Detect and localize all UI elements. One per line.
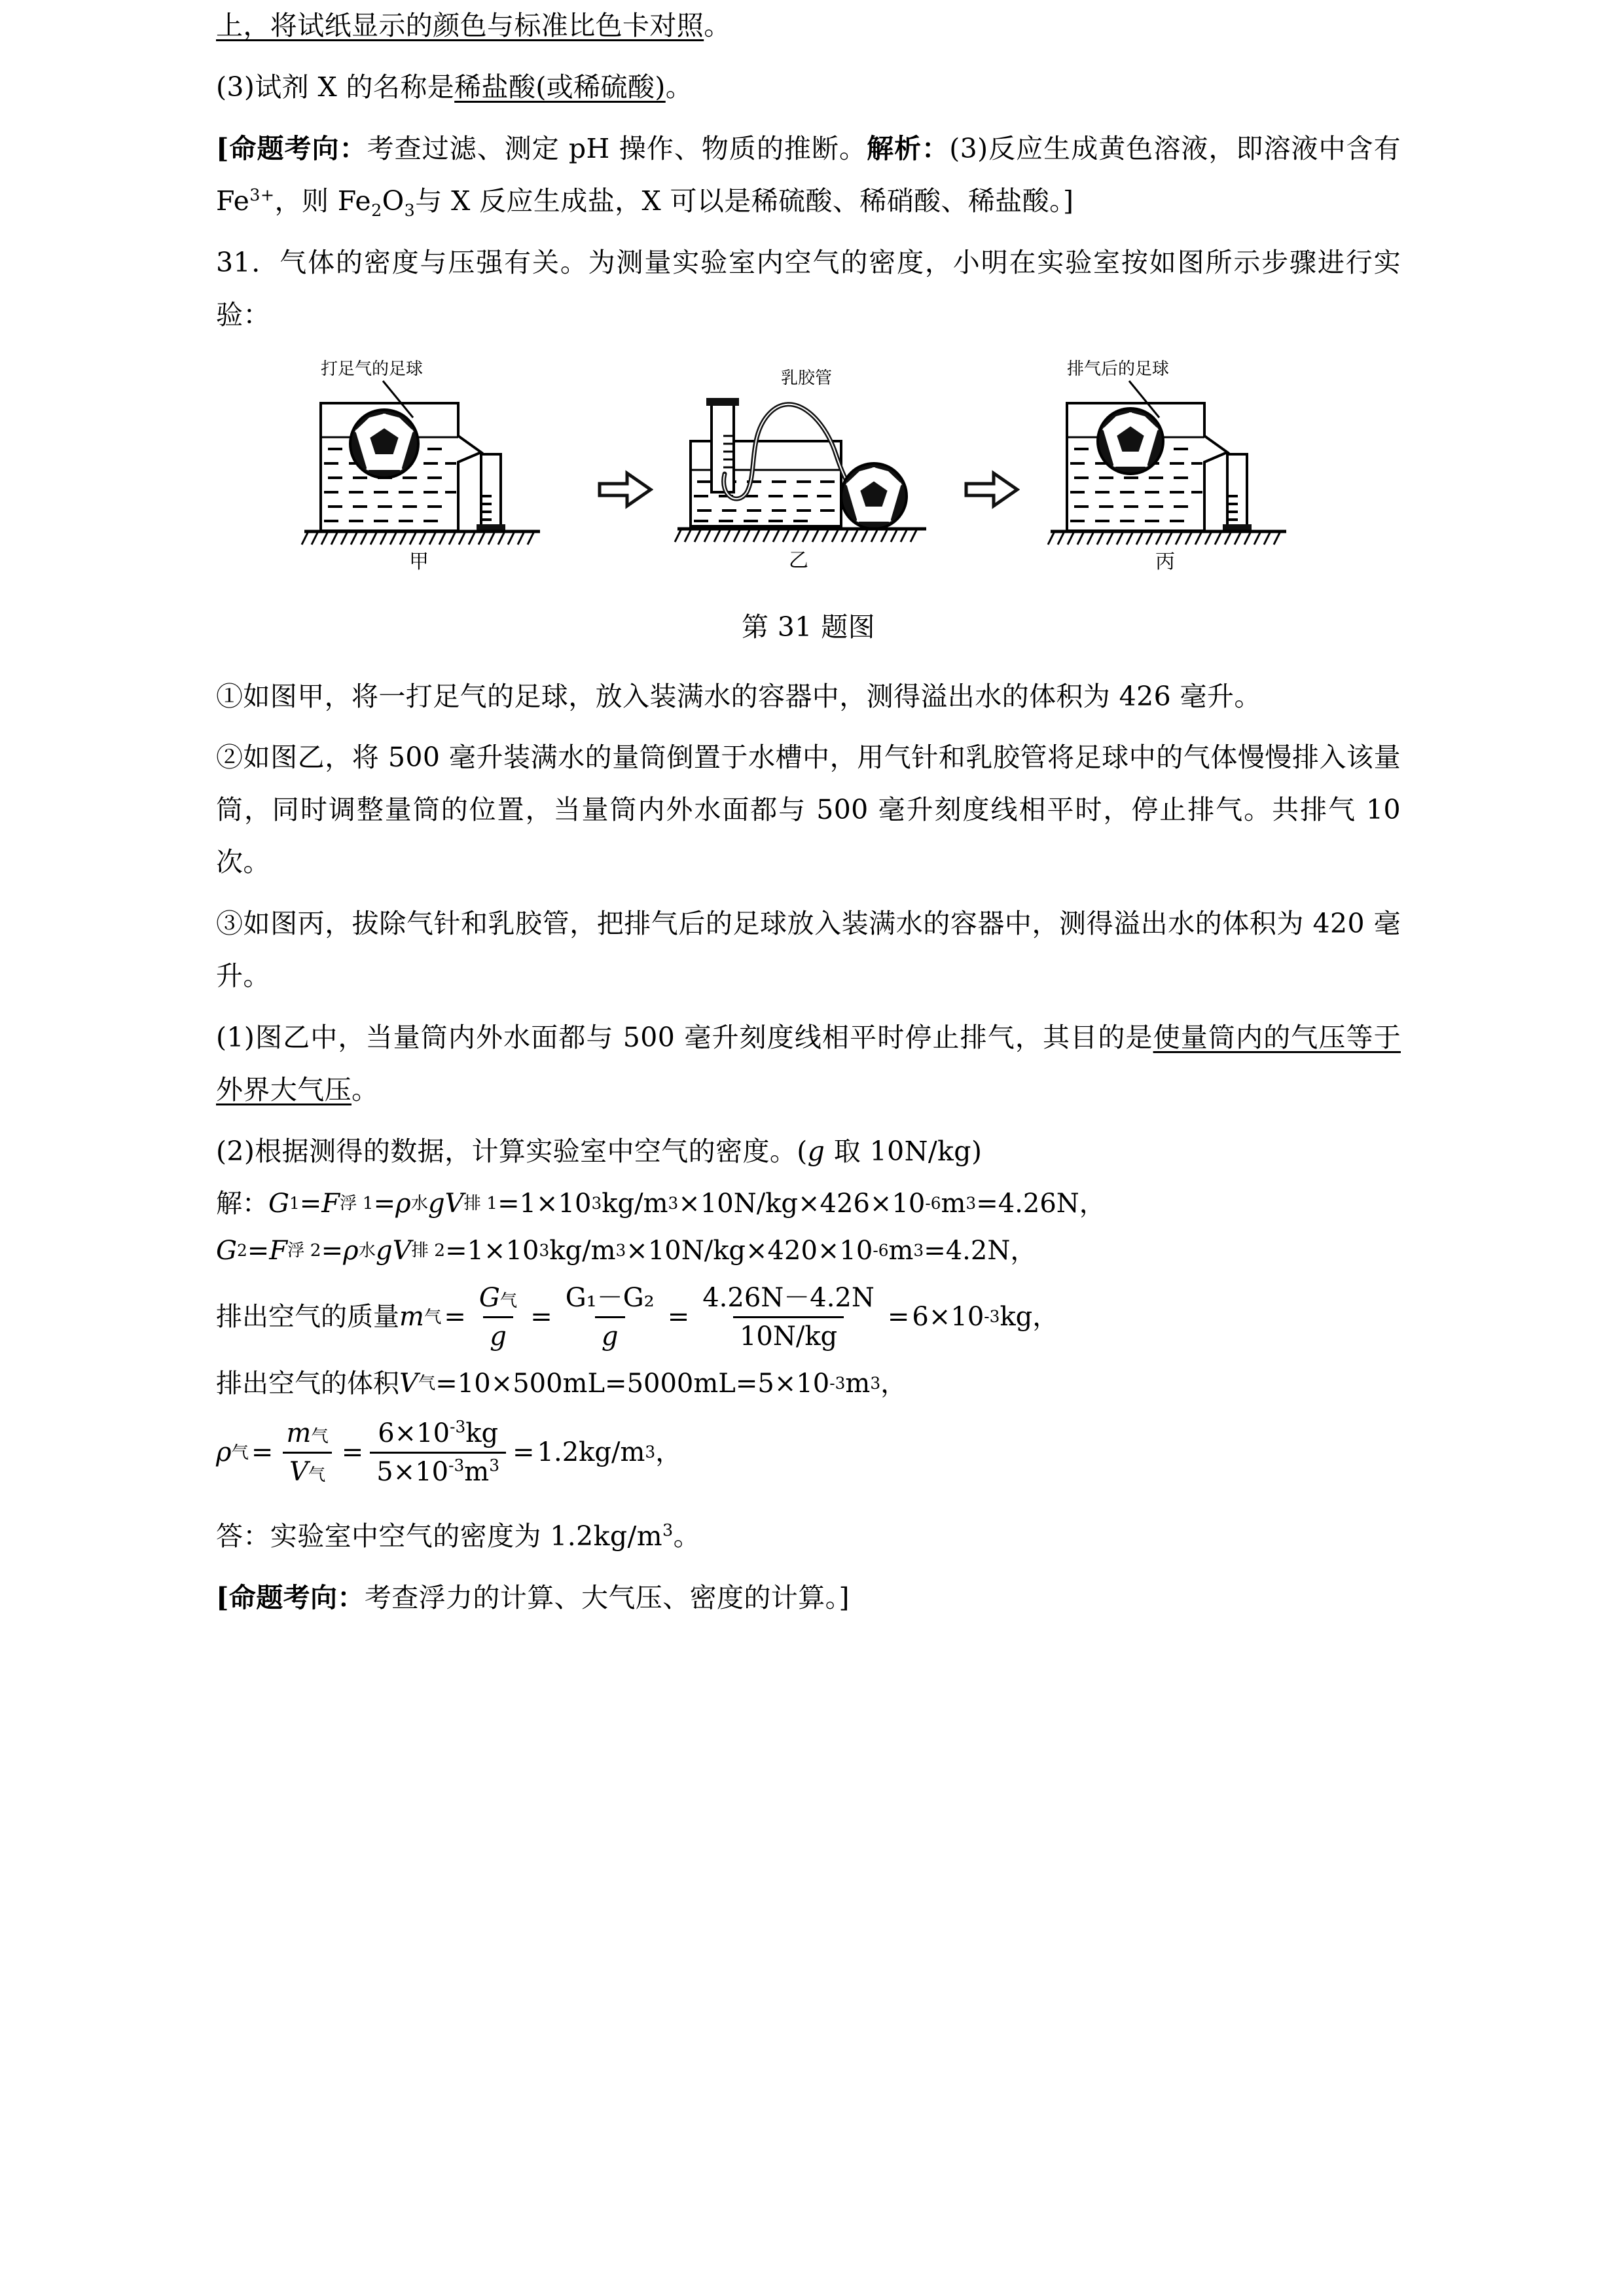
density-m: m: [286, 1418, 312, 1448]
volume-tail: m: [845, 1368, 871, 1399]
density-result-tail: ，: [655, 1437, 682, 1468]
m-subscript: 气: [424, 1306, 442, 1327]
fraction-numeric: [696, 1282, 881, 1353]
density-den-sup: -3: [448, 1456, 465, 1475]
frac3-denominator: 10N/kg: [733, 1316, 844, 1353]
density-rho-sub: 气: [231, 1442, 249, 1463]
question-number: 31．: [216, 246, 280, 278]
density-frac1-num: [280, 1417, 334, 1452]
panel-label-bing-text: 丙: [1155, 550, 1175, 573]
volume-subscript: 气: [418, 1373, 436, 1394]
volume-body: =10×500mL=5000mL=5×10: [435, 1368, 830, 1399]
o-subscript: 3: [404, 200, 416, 220]
equation-mass: 排出空气的质量 m 气 = $\frac{\text{G气}}{g}$ = $\frac{\text{G₁－G₂}}{g}$ = $\frac{4.26N-4.2N}{10N/kg}$ = 6×10 -3 kg，: [216, 1282, 1059, 1352]
gravity-symbol: g: [428, 1188, 445, 1219]
rho-symbol: ρ: [395, 1188, 411, 1219]
q3-prefix: (3)试剂 X 的名称是: [216, 71, 455, 103]
frac2-denominator: g: [595, 1316, 625, 1353]
equation-volume: 排出空气的体积 V 气 =10×500mL=5000mL=5×10 -3 m 3 ，: [216, 1368, 907, 1399]
answer-sup: 3: [662, 1520, 674, 1540]
q3-tail: 。: [665, 71, 693, 103]
answer-blank-reagent-x: 稀盐酸(或稀硫酸): [454, 71, 666, 103]
eq2-rhs-4: m: [888, 1235, 914, 1266]
density-den-base: 5×10: [376, 1456, 449, 1487]
density-num-base: 6×10: [378, 1418, 450, 1448]
eq2-rhs-2: kg/m: [549, 1235, 616, 1266]
sub-question-2: [216, 1126, 1401, 1178]
frac3-numerator: 4.26N－4.2N: [702, 1282, 875, 1313]
rhs-1: 1×10: [519, 1188, 592, 1219]
fraction-density-numeric: [370, 1417, 506, 1488]
final-intent-label: [命题考向：: [216, 1581, 365, 1613]
density-den-unit: m: [464, 1456, 490, 1487]
answer-tail: 。: [673, 1520, 701, 1552]
question-text: 气体的密度与压强有关。为测量实验室内空气的密度，小明在实验室按如图所示步骤进行实验：: [216, 246, 1401, 331]
panel-jia: [285, 357, 586, 598]
rhs-4: m: [941, 1188, 966, 1219]
gravity2-symbol: g: [376, 1235, 393, 1266]
answer-blank-ph-method: 上，将试纸显示的颜色与标准比色卡对照: [216, 10, 704, 41]
eq2-result: =4.2N，: [924, 1235, 1037, 1266]
volume-tail-end: ，: [880, 1368, 907, 1399]
v-symbol: V: [444, 1188, 464, 1219]
g2-symbol: G: [216, 1235, 237, 1266]
apparatus-bing-svg: [1031, 357, 1332, 580]
arrow-right-icon: [964, 469, 1020, 510]
eq2-sign-c: =: [445, 1235, 467, 1266]
diagram-container: [216, 357, 1401, 598]
mass-lead: 排出空气的质量: [216, 1302, 399, 1333]
rho2-subscript: 水: [358, 1240, 376, 1261]
frac1-numerator: [473, 1282, 524, 1316]
density-result: 1.2kg/m: [537, 1437, 645, 1468]
mass-result-tail: kg，: [1000, 1302, 1059, 1333]
analysis-text-1: (3)反应生成黄色溶液，即溶液中含有 Fe: [216, 132, 1401, 217]
apparatus-yi-svg: [664, 357, 952, 580]
rho-subscript: 水: [410, 1193, 429, 1214]
frac1-num-sub: 气: [499, 1290, 518, 1311]
final-intent: [216, 1572, 1401, 1624]
eq2-sign-a: =: [247, 1235, 270, 1266]
soccer-ball-icon: [1098, 408, 1163, 474]
rhs-2: kg/m: [602, 1188, 668, 1219]
label-ball-inflated-text: 打足气的足球: [321, 359, 424, 379]
arrow-right-icon: [597, 469, 653, 510]
question-31-stem: [216, 237, 1401, 342]
arrow-1: [586, 382, 664, 598]
density-frac2-num: [371, 1417, 505, 1452]
eq-sign-c: =: [497, 1188, 520, 1219]
panel-yi: [664, 357, 952, 598]
solve-label: 解：: [216, 1188, 268, 1219]
step-1: ①如图甲，将一打足气的足球，放入装满水的容器中，测得溢出水的体积为 426 毫升。: [216, 680, 1261, 712]
density-rho: ρ: [216, 1437, 232, 1468]
equation-g1: 解： G 1 = F 浮 1 = ρ 水 g V 排 1 = 1×10 3 kg/m 3 ×10N/kg×426×10 -6 m 3 =4.26N，: [216, 1188, 1106, 1219]
mass-eq-1: =: [444, 1302, 466, 1333]
paragraph-analysis: [216, 123, 1401, 228]
sub1-prefix: (1)图乙中，当量筒内外水面都与 500 毫升刻度线相平时停止排气，其目的是: [216, 1022, 1153, 1054]
analysis-text-2: ，则 Fe: [274, 185, 372, 217]
rhs-3: ×10N/kg×426×10: [678, 1188, 926, 1219]
eq2-sign-b: =: [321, 1235, 344, 1266]
mass-result: 6×10: [912, 1302, 984, 1333]
f-subscript: 浮 1: [340, 1193, 374, 1214]
frac2-numerator: G₁－G₂: [565, 1282, 655, 1313]
sub-question-1: [216, 1012, 1401, 1117]
figure-caption: 第 31 题图: [741, 611, 876, 643]
equation-g2: G 2 = F 浮 2 = ρ 水 g V 排 2 = 1×10 3 kg/m 3 ×10N/kg×420×10 -6 m 3 =4.2N，: [216, 1235, 1037, 1266]
density-eq-3: =: [513, 1437, 535, 1468]
eq1-result: =4.26N，: [976, 1188, 1106, 1219]
panel-label-jia-text: 甲: [409, 550, 429, 573]
g-symbol: g: [807, 1136, 825, 1167]
sub2-text: (2)根据测得的数据，计算实验室中空气的密度。(: [216, 1136, 808, 1167]
fraction-g-over-g: [473, 1282, 524, 1353]
v2-subscript: 排 2: [411, 1240, 446, 1261]
final-intent-text: 考查浮力的计算、大气压、密度的计算。]: [364, 1581, 850, 1613]
paragraph-q3: [216, 62, 1401, 114]
frac1-num-symbol: G: [478, 1282, 500, 1313]
f2-symbol: F: [269, 1235, 288, 1266]
density-v: V: [289, 1456, 308, 1487]
fe-subscript: 2: [371, 200, 382, 220]
f-symbol: F: [321, 1188, 340, 1219]
eq-sign-a: =: [299, 1188, 322, 1219]
sub1-tail: 。: [352, 1074, 379, 1106]
panel-label-yi-text: 乙: [789, 548, 808, 572]
frac1-denominator: g: [483, 1316, 513, 1353]
paragraph-top: [216, 0, 1401, 52]
intent-text: 考查过滤、测定 pH 操作、物质的推断。: [367, 132, 867, 164]
density-v-sub: 气: [308, 1464, 326, 1485]
density-den-unit-sup: 3: [489, 1456, 500, 1475]
apparatus-jia-svg: [285, 357, 586, 580]
step-2: ②如图乙，将 500 毫升装满水的量筒倒置于水槽中，用气针和乳胶管将足球中的气体慢慢排入该量筒，同时调整量筒的位置，当量筒内外水面都与 500 毫升刻度线相平时，停止排气。共排气 10 次。: [216, 742, 1401, 878]
eq2-rhs-1: 1×10: [467, 1235, 539, 1266]
document-page: [216, 0, 1401, 1634]
m-symbol: m: [399, 1302, 424, 1333]
analysis-text-4: 与 X 反应生成盐，X 可以是稀硫酸、稀硝酸、稀盐酸。]: [415, 185, 1074, 217]
eq2-rhs-3: ×10N/kg×420×10: [626, 1235, 873, 1266]
figure-question-31: [216, 357, 1401, 598]
density-num-sup: -3: [450, 1417, 466, 1437]
equation-density: ρ 气 = $\frac{\text{m气}}{\text{V气}}$ = $\frac{6\times 10^{-3}kg}{5\times 10^{-3}m^3}$ = 1.2kg/m 3 ，: [216, 1417, 682, 1487]
density-num-unit: kg: [465, 1418, 499, 1448]
density-m-sub: 气: [311, 1426, 329, 1446]
panel-bing: [1031, 357, 1332, 598]
fe-charge: 3+: [249, 185, 275, 205]
density-frac1-den: [283, 1452, 332, 1488]
sub2-tail: 取 10N/kg): [825, 1136, 983, 1167]
eq-sign-b: =: [373, 1188, 396, 1219]
mass-eq-3: =: [667, 1302, 690, 1333]
answer-blank-purpose: 使量筒内的气压等于外界大气压: [216, 1022, 1401, 1106]
f2-subscript: 浮 2: [287, 1240, 321, 1261]
mass-eq-4: =: [887, 1302, 910, 1333]
density-eq-1: =: [251, 1437, 274, 1468]
final-answer: [216, 1511, 1401, 1563]
analysis-text-3: O: [382, 185, 405, 217]
label-ball-deflated-text: 排气后的足球: [1067, 359, 1170, 379]
g1-symbol: G: [268, 1188, 289, 1219]
intent-label: [命题考向：: [216, 132, 367, 164]
analysis-label: 解析：: [867, 132, 950, 164]
answer-text: 答：实验室中空气的密度为 1.2kg/m: [216, 1520, 663, 1552]
volume-lead: 排出空气的体积: [216, 1368, 399, 1399]
mass-eq-2: =: [530, 1302, 552, 1333]
density-eq-2: =: [341, 1437, 364, 1468]
rho2-symbol: ρ: [343, 1235, 359, 1266]
soccer-ball-icon: [841, 463, 907, 529]
fraction-m-over-v: [280, 1417, 334, 1488]
step-3: ③如图丙，拔除气针和乳胶管，把排气后的足球放入装满水的容器中，测得溢出水的体积为 420 毫升。: [216, 908, 1401, 992]
soccer-ball-icon: [350, 410, 418, 478]
top-tail: 。: [704, 10, 731, 41]
arrow-2: [952, 382, 1031, 598]
v-subscript: 排 1: [463, 1193, 498, 1214]
v2-symbol: V: [392, 1235, 412, 1266]
density-frac2-den: [370, 1452, 506, 1488]
volume-symbol: V: [399, 1368, 418, 1399]
label-tube-text: 乳胶管: [781, 368, 833, 388]
fraction-g1-minus-g2: [559, 1282, 661, 1353]
